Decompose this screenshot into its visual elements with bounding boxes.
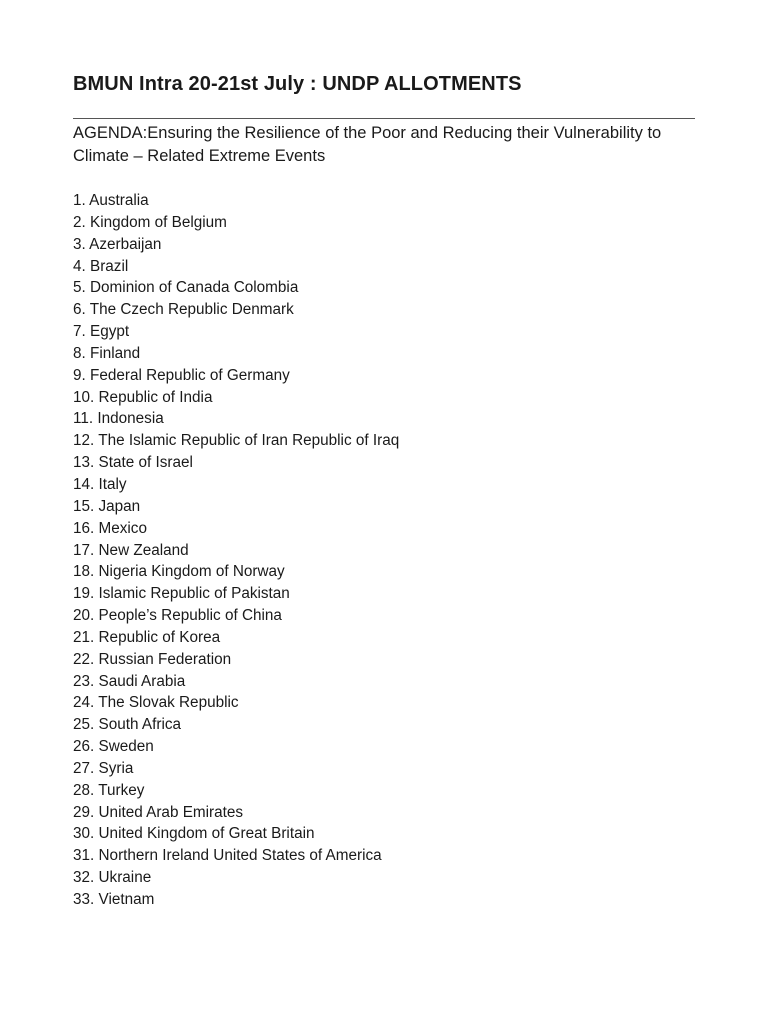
agenda-text: AGENDA:Ensuring the Resilience of the Poor and Reducing their Vulnerability to Climate – Related Extreme Events	[73, 124, 662, 165]
list-item: 7. Egypt	[73, 323, 130, 341]
list-item: 29. United Arab Emirates	[73, 803, 244, 821]
list-item: 9. Federal Republic of Germany	[73, 366, 290, 384]
list-item: 5. Dominion of Canada Colombia	[73, 279, 299, 297]
list-item: 30. United Kingdom of Great Britain	[73, 825, 315, 843]
list-item: 13. State of Israel	[73, 454, 193, 472]
title-divider	[73, 118, 695, 119]
document-page	[73, 70, 695, 911]
list-item: 21. Republic of Korea	[73, 628, 221, 646]
list-item: 25. South Africa	[73, 716, 181, 734]
list-item: 6. The Czech Republic Denmark	[73, 301, 294, 319]
list-item: 17. New Zealand	[73, 541, 189, 559]
list-item: 16. Mexico	[73, 519, 147, 537]
list-item: 28. Turkey	[73, 781, 145, 799]
list-item: 12. The Islamic Republic of Iran Republic of Iraq	[73, 432, 400, 450]
list-item: 15. Japan	[73, 497, 141, 515]
allotment-list	[73, 190, 695, 911]
list-item: 33. Vietnam	[73, 891, 155, 908]
list-item: 19. Islamic Republic of Pakistan	[73, 585, 290, 603]
list-item: 14. Italy	[73, 475, 127, 493]
list-item: 8. Finland	[73, 344, 141, 362]
list-item: 1. Australia	[73, 192, 149, 209]
document-title: BMUN Intra 20-21st July : UNDP ALLOTMENTS	[73, 73, 522, 95]
list-item: 10. Republic of India	[73, 388, 213, 406]
list-item: 2. Kingdom of Belgium	[73, 213, 227, 231]
list-item: 26. Sweden	[73, 738, 154, 756]
list-item: 32. Ukraine	[73, 869, 152, 887]
list-item: 18. Nigeria Kingdom of Norway	[73, 563, 285, 581]
list-item: 31. Northern Ireland United States of America	[73, 847, 382, 865]
list-item: 4. Brazil	[73, 257, 129, 275]
list-item: 3. Azerbaijan	[73, 235, 162, 253]
list-item: 22. Russian Federation	[73, 650, 232, 668]
list-item: 27. Syria	[73, 759, 134, 777]
list-item: 20. People’s Republic of China	[73, 607, 282, 625]
list-item: 23. Saudi Arabia	[73, 672, 186, 690]
list-item: 11. Indonesia	[73, 410, 164, 428]
list-item: 24. The Slovak Republic	[73, 694, 239, 712]
